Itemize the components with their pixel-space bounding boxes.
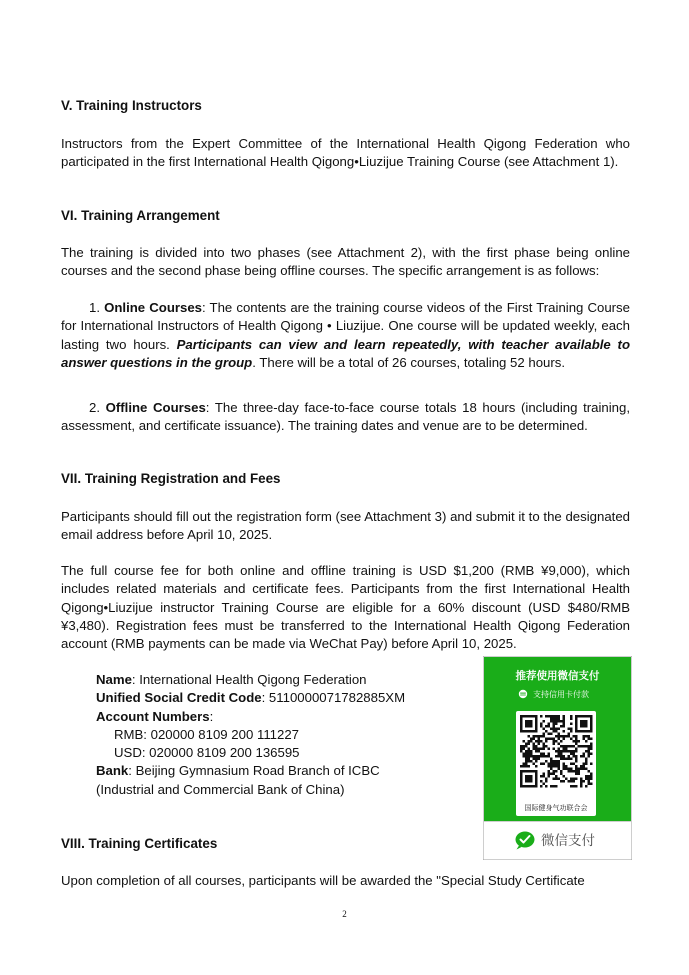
- payee-name-label: Name: [96, 672, 132, 687]
- bank-row: [96, 762, 466, 780]
- page-number: 2: [342, 909, 347, 919]
- usd-account: USD: 020000 8109 200 136595: [114, 745, 300, 761]
- account-numbers-label: Account Numbers: [96, 708, 210, 724]
- online-courses-label: Online Courses: [104, 300, 203, 315]
- credit-code-row: [96, 689, 466, 707]
- payee-name-value: : International Health Qigong Federation: [131, 672, 367, 687]
- registration-paragraph: Participants should fill out the registration form (see Attachment 3) and submit it to the designated email address before April 10, 2025.: [61, 509, 630, 543]
- online-courses-item: [61, 299, 630, 372]
- bank-label: Bank: [96, 763, 129, 779]
- item-number: 1.: [89, 300, 105, 315]
- qr-caption: 国际健身气功联合会: [524, 804, 588, 812]
- payment-details: [96, 671, 466, 799]
- credit-code-label: Unified Social Credit Code: [96, 690, 262, 706]
- item-number: 2.: [89, 400, 106, 415]
- online-courses-text-end: . There will be a total of 26 courses, totaling 52 hours.: [252, 354, 566, 370]
- credit-code-value: : 5110000071782885XM: [261, 690, 406, 706]
- account-numbers-colon: :: [209, 708, 214, 724]
- offline-courses-text: : The three-day face-to-face course totals 18 hours (including training, assessment, and certificate issuance). The training dates and venue are to be determined.: [61, 400, 630, 434]
- wechat-title: 推荐使用微信支付: [515, 670, 600, 682]
- offline-courses-item: [61, 399, 630, 436]
- credit-card-icon: [519, 690, 527, 698]
- wechat-pay-graphic: [483, 656, 632, 860]
- fees-paragraph: The full course fee for both online and offline training is USD $1,200 (RMB ¥9,000), which includes related materials and certificate fees. Participants from the first International Health Qigong•Liuzijue instructor Training Course are eligible for a 60% discount (USD $480/RMB ¥3,480). Registration fees must be transferred to the International Health Qigong Federation account (RMB payments can be made via WeChat Pay) before April 10, 2025.: [61, 563, 630, 652]
- section-heading-training-arrangement: VI. Training Arrangement: [61, 208, 220, 223]
- bank-full-name: (Industrial and Commercial Bank of China): [96, 781, 345, 797]
- offline-courses-label: Offline Courses: [105, 400, 206, 415]
- section-heading-registration-fees: VII. Training Registration and Fees: [61, 471, 281, 486]
- instructors-paragraph: Instructors from the Expert Committee of the International Health Qigong Federation who participated in the first International Health Qigong•Liuzijue Training Course (see Attachment 1).: [61, 136, 630, 170]
- section-heading-training-certificates: VIII. Training Certificates: [61, 836, 218, 851]
- wechat-pay-brand: 微信支付: [541, 833, 595, 849]
- certificates-paragraph: Upon completion of all courses, participants will be awarded the "Special Study Certificate: [61, 873, 585, 888]
- payee-name-row: [96, 671, 466, 689]
- online-courses-emphasis: Participants can view and learn repeatedly, with teacher available to answer questions in the group: [61, 336, 630, 370]
- account-numbers-row: [96, 708, 466, 726]
- rmb-account: RMB: 020000 8109 200 111227: [114, 726, 300, 742]
- wechat-pay-card: [483, 656, 632, 860]
- online-courses-text: : The contents are the training course videos of the First Training Course for International Instructors of Health Qigong • Liuzijue. One course will be updated weekly, each lasting two hours.: [61, 300, 630, 352]
- bank-value: : Beijing Gymnasium Road Branch of ICBC: [128, 763, 380, 779]
- wechat-subtitle: 支持信用卡付款: [533, 690, 589, 699]
- section-heading-training-instructors: V. Training Instructors: [61, 98, 202, 113]
- arrangement-intro-paragraph: The training is divided into two phases (see Attachment 2), with the first phase being online courses and the second phase being offline courses. The specific arrangement is as follows:: [61, 245, 630, 279]
